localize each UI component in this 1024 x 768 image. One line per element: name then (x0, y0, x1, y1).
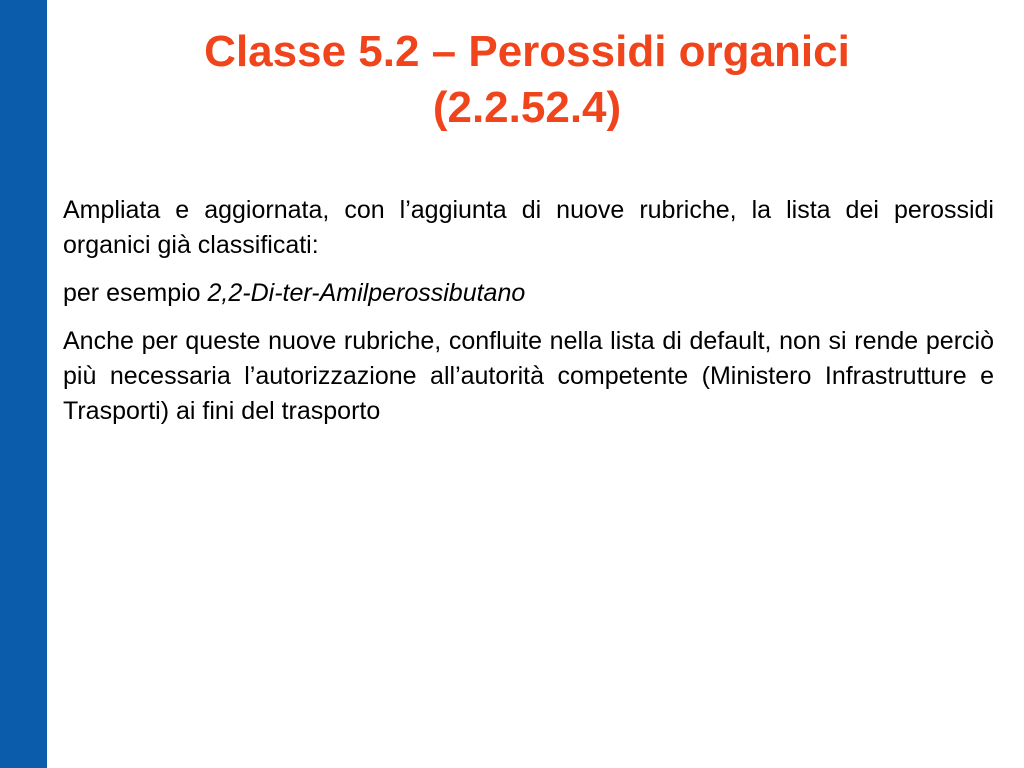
slide-body (63, 193, 994, 442)
slide-title-line-2: (2.2.52.4) (432, 83, 622, 132)
example-prefix: per esempio (63, 279, 208, 307)
paragraph-example (63, 276, 994, 311)
paragraph-authorization: Anche per queste nuove rubriche, confluite nella lista di default, non si rende perciò più necessaria l’autorizzazione all’autorità competente (Ministero Infrastrutture e Trasporti) ai fini del trasporto (63, 327, 994, 425)
paragraph-intro: Ampliata e aggiornata, con l’aggiunta di nuove rubriche, la lista dei perossidi organici già classificati: (63, 196, 994, 259)
slide-title-line-1: Classe 5.2 – Perossidi organici (204, 27, 850, 76)
slide-title (60, 24, 994, 136)
left-accent-bar (0, 0, 47, 768)
example-compound-name: 2,2-Di-ter-Amilperossibutano (207, 279, 526, 307)
